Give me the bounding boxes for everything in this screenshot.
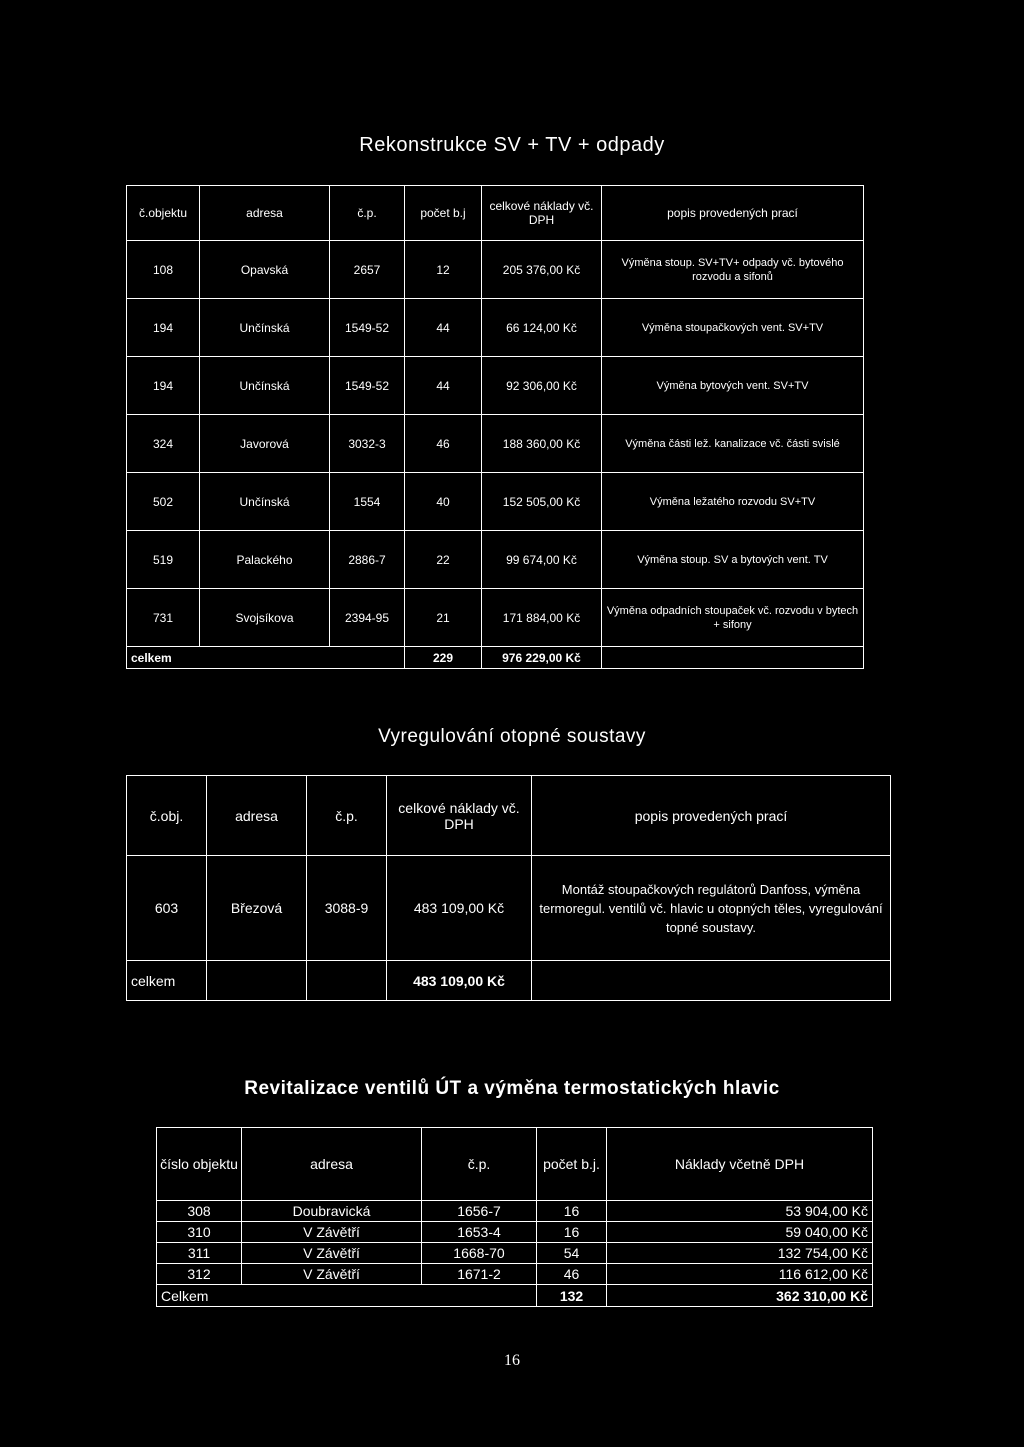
- cell-pocet: 12: [405, 241, 482, 299]
- cell-naklady: 92 306,00 Kč: [482, 357, 602, 415]
- cell-popis: Výměna ležatého rozvodu SV+TV: [602, 473, 864, 531]
- total-naklady: 362 310,00 Kč: [607, 1285, 873, 1307]
- table-row: [127, 531, 864, 589]
- section1-title: Rekonstrukce SV + TV + odpady: [359, 134, 665, 156]
- cell-adresa: Březová: [207, 856, 307, 961]
- cell-popis: Montáž stoupačkových regulátorů Danfoss, výměna termoregul. ventilů vč. hlavic u otopných těles, vyregulování topné soustavy.: [532, 856, 891, 961]
- cell-obj: 310: [157, 1222, 242, 1243]
- total-naklady: 976 229,00 Kč: [482, 647, 602, 669]
- cell-pocet: 46: [405, 415, 482, 473]
- header-cell: adresa: [242, 1128, 422, 1201]
- cell-naklady: 116 612,00 Kč: [607, 1264, 873, 1285]
- section3-title: Revitalizace ventilů ÚT a výměna termostatických hlavic: [244, 1078, 780, 1099]
- cell-obj: 731: [127, 589, 200, 647]
- cell-cp: 1554: [330, 473, 405, 531]
- cell-naklady: 171 884,00 Kč: [482, 589, 602, 647]
- cell-adresa: Palackého: [200, 531, 330, 589]
- cell-adresa: Unčínská: [200, 473, 330, 531]
- table-row: [127, 473, 864, 531]
- total-pocet: 229: [405, 647, 482, 669]
- header-cell: celkové náklady vč. DPH: [387, 776, 532, 856]
- cell-pocet: 54: [537, 1243, 607, 1264]
- table-header-row: [127, 186, 864, 241]
- cell-obj: 308: [157, 1201, 242, 1222]
- section2-title: Vyregulování otopné soustavy: [378, 726, 646, 747]
- cell-obj: 324: [127, 415, 200, 473]
- cell-adresa: V Závětří: [242, 1243, 422, 1264]
- cell-obj: 311: [157, 1243, 242, 1264]
- cell-popis: Výměna stoup. SV+TV+ odpady vč. bytového rozvodu a sifonů: [602, 241, 864, 299]
- cell-cp: 1671-2: [422, 1264, 537, 1285]
- table-row: [127, 589, 864, 647]
- cell-popis: Výměna odpadních stoupaček vč. rozvodu v bytech + sifony: [602, 589, 864, 647]
- empty-cell: [207, 961, 307, 1001]
- cell-cp: 2657: [330, 241, 405, 299]
- cell-adresa: Opavská: [200, 241, 330, 299]
- header-cell: č.p.: [422, 1128, 537, 1201]
- cell-obj: 603: [127, 856, 207, 961]
- cell-obj: 108: [127, 241, 200, 299]
- cell-obj: 194: [127, 357, 200, 415]
- cell-naklady: 99 674,00 Kč: [482, 531, 602, 589]
- cell-pocet: 16: [537, 1222, 607, 1243]
- cell-popis: Výměna části lež. kanalizace vč. části svislé: [602, 415, 864, 473]
- table-header-row: [127, 776, 891, 856]
- table-row: [157, 1243, 873, 1264]
- header-cell: adresa: [207, 776, 307, 856]
- cell-pocet: 21: [405, 589, 482, 647]
- table-row: [127, 299, 864, 357]
- cell-cp: 1549-52: [330, 299, 405, 357]
- cell-adresa: V Závětří: [242, 1264, 422, 1285]
- cell-pocet: 16: [537, 1201, 607, 1222]
- total-naklady: 483 109,00 Kč: [387, 961, 532, 1001]
- cell-pocet: 46: [537, 1264, 607, 1285]
- cell-pocet: 44: [405, 357, 482, 415]
- header-cell: č.p.: [307, 776, 387, 856]
- header-cell: č.p.: [330, 186, 405, 241]
- header-cell: celkové náklady vč. DPH: [482, 186, 602, 241]
- cell-adresa: Javorová: [200, 415, 330, 473]
- cell-naklady: 59 040,00 Kč: [607, 1222, 873, 1243]
- cell-pocet: 44: [405, 299, 482, 357]
- cell-naklady: 66 124,00 Kč: [482, 299, 602, 357]
- header-cell: číslo objektu: [157, 1128, 242, 1201]
- total-row: [127, 961, 891, 1001]
- cell-naklady: 53 904,00 Kč: [607, 1201, 873, 1222]
- total-label: Celkem: [157, 1285, 537, 1307]
- total-pocet: 132: [537, 1285, 607, 1307]
- cell-naklady: 152 505,00 Kč: [482, 473, 602, 531]
- cell-cp: 2394-95: [330, 589, 405, 647]
- table-row: [127, 415, 864, 473]
- table-row: [127, 357, 864, 415]
- header-cell: Náklady včetně DPH: [607, 1128, 873, 1201]
- regulation-table: [126, 775, 891, 1001]
- cell-obj: 312: [157, 1264, 242, 1285]
- valve-revitalization-table: [156, 1127, 873, 1307]
- cell-obj: 194: [127, 299, 200, 357]
- cell-cp: 3088-9: [307, 856, 387, 961]
- total-label: celkem: [127, 647, 405, 669]
- header-cell: adresa: [200, 186, 330, 241]
- header-cell: č.obj.: [127, 776, 207, 856]
- cell-pocet: 40: [405, 473, 482, 531]
- cell-popis: Výměna bytových vent. SV+TV: [602, 357, 864, 415]
- total-row: [157, 1285, 873, 1307]
- cell-popis: Výměna stoup. SV a bytových vent. TV: [602, 531, 864, 589]
- empty-cell: [307, 961, 387, 1001]
- table-row: [127, 856, 891, 961]
- total-label: celkem: [127, 961, 207, 1001]
- cell-naklady: 205 376,00 Kč: [482, 241, 602, 299]
- empty-cell: [602, 647, 864, 669]
- cell-pocet: 22: [405, 531, 482, 589]
- cell-adresa: Unčínská: [200, 299, 330, 357]
- cell-cp: 1549-52: [330, 357, 405, 415]
- cell-cp: 1653-4: [422, 1222, 537, 1243]
- header-cell: č.objektu: [127, 186, 200, 241]
- cell-adresa: Unčínská: [200, 357, 330, 415]
- cell-obj: 502: [127, 473, 200, 531]
- cell-naklady: 188 360,00 Kč: [482, 415, 602, 473]
- cell-cp: 1668-70: [422, 1243, 537, 1264]
- page-number: 16: [504, 1352, 520, 1369]
- header-cell: popis provedených prací: [602, 186, 864, 241]
- table-row: [127, 241, 864, 299]
- cell-cp: 2886-7: [330, 531, 405, 589]
- table-header-row: [157, 1128, 873, 1201]
- header-cell: počet b.j.: [537, 1128, 607, 1201]
- cell-popis: Výměna stoupačkových vent. SV+TV: [602, 299, 864, 357]
- cell-obj: 519: [127, 531, 200, 589]
- cell-adresa: Svojsíkova: [200, 589, 330, 647]
- header-cell: popis provedených prací: [532, 776, 891, 856]
- table-row: [157, 1222, 873, 1243]
- table-row: [157, 1264, 873, 1285]
- reconstruction-table: [126, 185, 864, 669]
- cell-adresa: Doubravická: [242, 1201, 422, 1222]
- total-row: [127, 647, 864, 669]
- empty-cell: [532, 961, 891, 1001]
- cell-naklady: 132 754,00 Kč: [607, 1243, 873, 1264]
- header-cell: počet b.j: [405, 186, 482, 241]
- cell-adresa: V Závětří: [242, 1222, 422, 1243]
- cell-cp: 1656-7: [422, 1201, 537, 1222]
- cell-cp: 3032-3: [330, 415, 405, 473]
- cell-naklady: 483 109,00 Kč: [387, 856, 532, 961]
- table-row: [157, 1201, 873, 1222]
